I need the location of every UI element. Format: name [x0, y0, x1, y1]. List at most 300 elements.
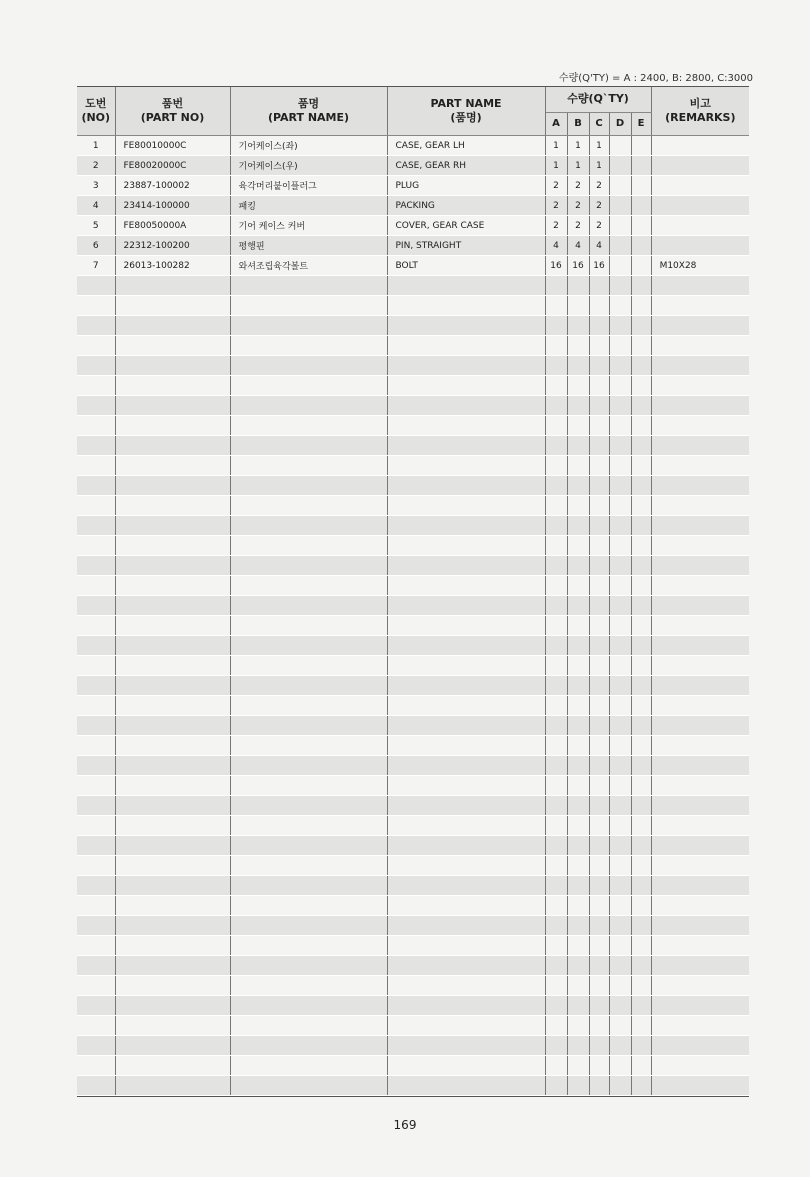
cell-part-no [115, 296, 230, 316]
cell-qty-d [609, 456, 631, 476]
cell-no [77, 276, 115, 296]
cell-remarks [651, 756, 749, 776]
cell-no [77, 336, 115, 356]
cell-part-no [115, 1036, 230, 1056]
cell-part-no: 26013-100282 [115, 256, 230, 276]
cell-part-no [115, 896, 230, 916]
cell-qty-e [631, 896, 651, 916]
cell-part-no [115, 356, 230, 376]
cell-name-en [387, 1016, 545, 1036]
cell-part-no: 23887-100002 [115, 176, 230, 196]
cell-name-kr [230, 536, 387, 556]
cell-qty-d [609, 1016, 631, 1036]
cell-qty-a [545, 476, 567, 496]
cell-part-no: FE80020000C [115, 156, 230, 176]
cell-qty-a [545, 936, 567, 956]
cell-qty-a [545, 876, 567, 896]
cell-qty-a [545, 616, 567, 636]
cell-name-en [387, 976, 545, 996]
cell-qty-b [567, 856, 589, 876]
empty-table-row [77, 676, 749, 696]
cell-part-no [115, 796, 230, 816]
cell-qty-b [567, 656, 589, 676]
cell-remarks [651, 896, 749, 916]
cell-name-en [387, 916, 545, 936]
cell-remarks [651, 236, 749, 256]
table-row [77, 136, 749, 156]
header-qty-b: B [567, 112, 589, 135]
cell-part-no [115, 1076, 230, 1096]
cell-qty-e [631, 256, 651, 276]
cell-name-kr [230, 836, 387, 856]
cell-part-no [115, 956, 230, 976]
cell-remarks [651, 216, 749, 236]
quantity-note: 수량(Q'TY) = A : 2400, B: 2800, C:3000 [558, 73, 753, 84]
header-part-name-kr-line2: (PART NAME) [267, 111, 350, 124]
cell-no [77, 796, 115, 816]
cell-qty-e [631, 556, 651, 576]
cell-name-en [387, 496, 545, 516]
cell-qty-d [609, 896, 631, 916]
cell-remarks [651, 356, 749, 376]
cell-remarks [651, 1056, 749, 1076]
cell-name-kr [230, 796, 387, 816]
cell-qty-b: 2 [567, 216, 589, 236]
cell-no [77, 776, 115, 796]
cell-no [77, 816, 115, 836]
cell-part-no [115, 576, 230, 596]
empty-table-row [77, 936, 749, 956]
cell-part-no [115, 936, 230, 956]
empty-table-row [77, 856, 749, 876]
cell-no [77, 456, 115, 476]
cell-qty-d [609, 276, 631, 296]
cell-qty-c [589, 936, 609, 956]
cell-qty-d [609, 536, 631, 556]
cell-remarks [651, 956, 749, 976]
cell-qty-d [609, 416, 631, 436]
cell-qty-e [631, 696, 651, 716]
empty-table-row [77, 1036, 749, 1056]
cell-part-no [115, 416, 230, 436]
cell-qty-c [589, 556, 609, 576]
cell-qty-d [609, 376, 631, 396]
cell-qty-b [567, 416, 589, 436]
cell-qty-e [631, 156, 651, 176]
cell-name-en [387, 696, 545, 716]
empty-table-row [77, 776, 749, 796]
cell-qty-d [609, 956, 631, 976]
cell-remarks [651, 736, 749, 756]
cell-no [77, 656, 115, 676]
cell-qty-e [631, 216, 651, 236]
table-row [77, 156, 749, 176]
cell-qty-c [589, 816, 609, 836]
empty-table-row [77, 616, 749, 636]
empty-table-row [77, 316, 749, 336]
empty-table-row [77, 516, 749, 536]
cell-name-kr [230, 1056, 387, 1076]
cell-remarks [651, 496, 749, 516]
cell-qty-e [631, 1076, 651, 1096]
cell-part-no [115, 716, 230, 736]
cell-qty-d [609, 236, 631, 256]
cell-qty-a [545, 316, 567, 336]
cell-name-en: CASE, GEAR RH [387, 156, 545, 176]
cell-name-en [387, 616, 545, 636]
cell-qty-d [609, 396, 631, 416]
cell-qty-c [589, 536, 609, 556]
cell-name-en [387, 396, 545, 416]
cell-qty-e [631, 836, 651, 856]
cell-no [77, 536, 115, 556]
cell-qty-e [631, 496, 651, 516]
cell-no [77, 556, 115, 576]
cell-name-kr [230, 396, 387, 416]
cell-remarks [651, 196, 749, 216]
cell-part-no [115, 476, 230, 496]
cell-qty-d [609, 1076, 631, 1096]
cell-remarks [651, 676, 749, 696]
empty-table-row [77, 876, 749, 896]
cell-name-kr [230, 716, 387, 736]
header-no [77, 87, 115, 136]
empty-table-row [77, 996, 749, 1016]
cell-name-kr: 기어케이스(우) [230, 156, 387, 176]
header-quantity: 수량(Q`TY) [545, 87, 651, 112]
cell-remarks [651, 796, 749, 816]
cell-name-en [387, 1036, 545, 1056]
cell-no: 7 [77, 256, 115, 276]
header-part-name-en-line1: PART NAME [430, 97, 502, 110]
cell-qty-a [545, 796, 567, 816]
empty-table-row [77, 736, 749, 756]
cell-qty-a [545, 436, 567, 456]
cell-qty-c [589, 1056, 609, 1076]
cell-qty-b [567, 696, 589, 716]
cell-qty-c [589, 796, 609, 816]
cell-name-kr [230, 1016, 387, 1036]
cell-part-no: 22312-100200 [115, 236, 230, 256]
cell-part-no [115, 1056, 230, 1076]
cell-part-no [115, 496, 230, 516]
cell-name-en [387, 516, 545, 536]
cell-qty-d [609, 596, 631, 616]
empty-table-row [77, 956, 749, 976]
cell-qty-b [567, 516, 589, 536]
cell-no [77, 836, 115, 856]
empty-table-row [77, 356, 749, 376]
cell-qty-e [631, 536, 651, 556]
cell-qty-b [567, 756, 589, 776]
cell-name-kr [230, 636, 387, 656]
cell-name-en [387, 276, 545, 296]
cell-qty-e [631, 936, 651, 956]
cell-name-en [387, 656, 545, 676]
cell-no [77, 376, 115, 396]
cell-qty-d [609, 916, 631, 936]
empty-table-row [77, 456, 749, 476]
header-part-name-kr [230, 87, 387, 136]
cell-name-kr [230, 736, 387, 756]
cell-remarks [651, 616, 749, 636]
cell-qty-b [567, 436, 589, 456]
cell-name-en [387, 536, 545, 556]
cell-name-en [387, 356, 545, 376]
cell-qty-d [609, 716, 631, 736]
cell-qty-e [631, 236, 651, 256]
cell-qty-a [545, 656, 567, 676]
empty-table-row [77, 536, 749, 556]
cell-no [77, 396, 115, 416]
cell-no [77, 476, 115, 496]
cell-no: 3 [77, 176, 115, 196]
empty-table-row [77, 296, 749, 316]
cell-qty-d [609, 876, 631, 896]
cell-qty-e [631, 736, 651, 756]
cell-qty-e [631, 676, 651, 696]
cell-name-kr [230, 916, 387, 936]
empty-table-row [77, 396, 749, 416]
cell-name-kr [230, 816, 387, 836]
cell-qty-b [567, 556, 589, 576]
cell-qty-b: 1 [567, 136, 589, 156]
cell-qty-a: 16 [545, 256, 567, 276]
header-part-no-en: (PART NO) [140, 111, 205, 124]
cell-remarks [651, 476, 749, 496]
cell-qty-b [567, 976, 589, 996]
cell-qty-d [609, 316, 631, 336]
cell-qty-e [631, 516, 651, 536]
cell-remarks [651, 336, 749, 356]
cell-qty-e [631, 576, 651, 596]
cell-part-no [115, 876, 230, 896]
cell-no [77, 1076, 115, 1096]
cell-part-no [115, 596, 230, 616]
cell-no [77, 876, 115, 896]
cell-qty-d [609, 856, 631, 876]
cell-no [77, 956, 115, 976]
cell-qty-e [631, 356, 651, 376]
cell-qty-a: 2 [545, 196, 567, 216]
cell-qty-c [589, 736, 609, 756]
cell-name-kr: 기어케이스(좌) [230, 136, 387, 156]
cell-qty-c [589, 696, 609, 716]
cell-qty-e [631, 636, 651, 656]
cell-remarks [651, 976, 749, 996]
cell-name-en [387, 816, 545, 836]
cell-qty-a [545, 856, 567, 876]
cell-qty-b [567, 1076, 589, 1096]
cell-qty-d [609, 556, 631, 576]
cell-name-kr [230, 756, 387, 776]
empty-table-row [77, 636, 749, 656]
cell-qty-c [589, 836, 609, 856]
header-no-en: (NO) [81, 111, 111, 124]
cell-name-kr [230, 876, 387, 896]
cell-name-kr [230, 516, 387, 536]
cell-no [77, 976, 115, 996]
cell-qty-e [631, 176, 651, 196]
cell-remarks [651, 1036, 749, 1056]
cell-qty-d [609, 176, 631, 196]
cell-remarks [651, 716, 749, 736]
cell-part-no [115, 456, 230, 476]
empty-table-row [77, 756, 749, 776]
cell-remarks [651, 916, 749, 936]
cell-name-en [387, 416, 545, 436]
empty-table-row [77, 416, 749, 436]
cell-remarks [651, 296, 749, 316]
cell-name-kr [230, 936, 387, 956]
cell-qty-d [609, 476, 631, 496]
cell-qty-e [631, 336, 651, 356]
cell-name-en [387, 876, 545, 896]
cell-name-kr: 평행핀 [230, 236, 387, 256]
cell-qty-a [545, 716, 567, 736]
table-row [77, 196, 749, 216]
cell-qty-a: 1 [545, 136, 567, 156]
cell-remarks [651, 396, 749, 416]
cell-part-no [115, 336, 230, 356]
parts-table-body [77, 136, 749, 1096]
cell-qty-a: 4 [545, 236, 567, 256]
cell-part-no [115, 436, 230, 456]
cell-qty-e [631, 716, 651, 736]
cell-no: 1 [77, 136, 115, 156]
cell-remarks [651, 596, 749, 616]
cell-name-kr [230, 1036, 387, 1056]
cell-remarks [651, 516, 749, 536]
cell-qty-c [589, 416, 609, 436]
cell-no [77, 856, 115, 876]
cell-qty-b [567, 336, 589, 356]
cell-qty-d [609, 616, 631, 636]
cell-no [77, 616, 115, 636]
cell-qty-b [567, 376, 589, 396]
cell-qty-e [631, 316, 651, 336]
cell-qty-a [545, 676, 567, 696]
cell-qty-a [545, 376, 567, 396]
empty-table-row [77, 916, 749, 936]
cell-qty-b [567, 316, 589, 336]
cell-qty-d [609, 1036, 631, 1056]
cell-no [77, 756, 115, 776]
cell-name-en: PACKING [387, 196, 545, 216]
header-qty-c: C [589, 112, 609, 135]
cell-remarks [651, 176, 749, 196]
empty-table-row [77, 656, 749, 676]
cell-part-no [115, 276, 230, 296]
empty-table-row [77, 276, 749, 296]
cell-qty-c [589, 576, 609, 596]
cell-name-en [387, 336, 545, 356]
cell-qty-a: 2 [545, 216, 567, 236]
cell-remarks [651, 1076, 749, 1096]
cell-qty-b [567, 916, 589, 936]
cell-qty-c [589, 376, 609, 396]
cell-qty-b [567, 836, 589, 856]
table-row [77, 236, 749, 256]
cell-qty-c [589, 356, 609, 376]
cell-qty-b: 4 [567, 236, 589, 256]
cell-qty-c [589, 1036, 609, 1056]
cell-part-no [115, 976, 230, 996]
cell-qty-d [609, 216, 631, 236]
cell-qty-c [589, 776, 609, 796]
cell-remarks [651, 1016, 749, 1036]
cell-name-en: COVER, GEAR CASE [387, 216, 545, 236]
cell-name-en [387, 476, 545, 496]
header-part-name-en-line2: (품명) [450, 111, 482, 124]
cell-qty-c: 2 [589, 216, 609, 236]
header-remarks [651, 87, 749, 136]
cell-name-en [387, 716, 545, 736]
cell-name-kr [230, 276, 387, 296]
cell-no [77, 696, 115, 716]
cell-qty-a [545, 1076, 567, 1096]
cell-no [77, 676, 115, 696]
cell-qty-c [589, 476, 609, 496]
cell-qty-d [609, 736, 631, 756]
cell-qty-b [567, 476, 589, 496]
cell-qty-c: 1 [589, 136, 609, 156]
cell-part-no [115, 616, 230, 636]
cell-qty-e [631, 396, 651, 416]
cell-no [77, 356, 115, 376]
cell-qty-e [631, 956, 651, 976]
cell-qty-e [631, 756, 651, 776]
cell-qty-b [567, 536, 589, 556]
table-row [77, 176, 749, 196]
cell-name-en [387, 836, 545, 856]
cell-qty-e [631, 456, 651, 476]
cell-no [77, 296, 115, 316]
cell-remarks [651, 636, 749, 656]
cell-remarks [651, 456, 749, 476]
cell-qty-a: 1 [545, 156, 567, 176]
empty-table-row [77, 816, 749, 836]
cell-qty-a [545, 596, 567, 616]
cell-qty-e [631, 996, 651, 1016]
cell-qty-a [545, 1036, 567, 1056]
empty-table-row [77, 1016, 749, 1036]
cell-name-kr [230, 336, 387, 356]
cell-part-no [115, 856, 230, 876]
cell-no: 5 [77, 216, 115, 236]
cell-qty-d [609, 816, 631, 836]
cell-part-no [115, 516, 230, 536]
cell-qty-b: 2 [567, 196, 589, 216]
cell-remarks [651, 156, 749, 176]
table-row [77, 216, 749, 236]
cell-part-no [115, 696, 230, 716]
cell-qty-b [567, 1016, 589, 1036]
empty-table-row [77, 336, 749, 356]
cell-qty-e [631, 596, 651, 616]
empty-table-row [77, 796, 749, 816]
cell-qty-a [545, 496, 567, 516]
cell-qty-d [609, 636, 631, 656]
empty-table-row [77, 476, 749, 496]
header-part-no-kr: 품번 [161, 97, 184, 110]
cell-qty-d [609, 796, 631, 816]
cell-qty-c [589, 596, 609, 616]
cell-qty-a [545, 756, 567, 776]
cell-qty-e [631, 276, 651, 296]
cell-no: 2 [77, 156, 115, 176]
cell-name-en: PLUG [387, 176, 545, 196]
